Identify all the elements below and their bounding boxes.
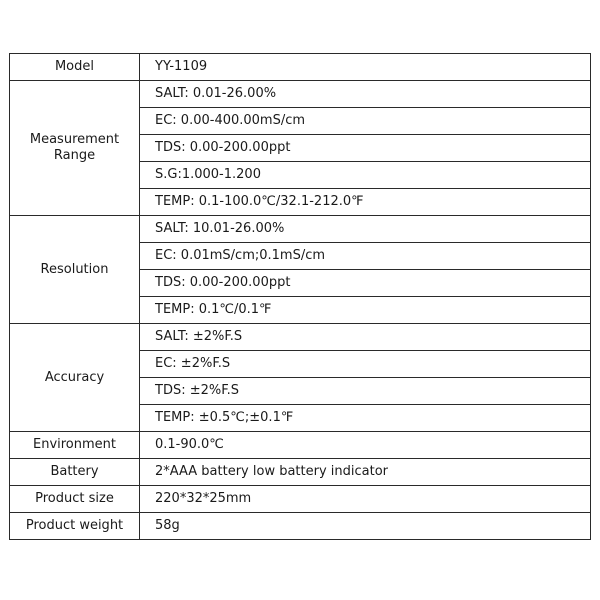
- resolution-salt: SALT: 10.01-26.00%: [140, 216, 591, 243]
- table-row: [10, 216, 591, 243]
- product-weight-value: 58g: [140, 513, 591, 540]
- table-row: [10, 81, 591, 108]
- table-row: [10, 432, 591, 459]
- accuracy-tds: TDS: ±2%F.S: [140, 378, 591, 405]
- environment-value: 0.1-90.0℃: [140, 432, 591, 459]
- product-size-label: Product size: [10, 486, 140, 513]
- product-size-value: 220*32*25mm: [140, 486, 591, 513]
- spec-table: [9, 53, 591, 540]
- resolution-temp: TEMP: 0.1℃/0.1℉: [140, 297, 591, 324]
- accuracy-ec: EC: ±2%F.S: [140, 351, 591, 378]
- table-row: [10, 54, 591, 81]
- model-label: Model: [10, 54, 140, 81]
- measurement-range-sg: S.G:1.000-1.200: [140, 162, 591, 189]
- measurement-range-label: [10, 81, 140, 216]
- accuracy-salt: SALT: ±2%F.S: [140, 324, 591, 351]
- product-weight-label: Product weight: [10, 513, 140, 540]
- table-row: [10, 459, 591, 486]
- resolution-tds: TDS: 0.00-200.00ppt: [140, 270, 591, 297]
- environment-label: Environment: [10, 432, 140, 459]
- measurement-range-label-line1: Measurement: [29, 132, 120, 148]
- table-row: [10, 513, 591, 540]
- model-value: YY-1109: [140, 54, 591, 81]
- measurement-range-ec: EC: 0.00-400.00mS/cm: [140, 108, 591, 135]
- table-row: [10, 486, 591, 513]
- measurement-range-label-line2: Range: [53, 148, 96, 163]
- accuracy-temp: TEMP: ±0.5℃;±0.1℉: [140, 405, 591, 432]
- measurement-range-tds: TDS: 0.00-200.00ppt: [140, 135, 591, 162]
- battery-value: 2*AAA battery low battery indicator: [140, 459, 591, 486]
- resolution-label: Resolution: [10, 216, 140, 324]
- battery-label: Battery: [10, 459, 140, 486]
- resolution-ec: EC: 0.01mS/cm;0.1mS/cm: [140, 243, 591, 270]
- table-row: [10, 324, 591, 351]
- accuracy-label: Accuracy: [10, 324, 140, 432]
- measurement-range-salt: SALT: 0.01-26.00%: [140, 81, 591, 108]
- measurement-range-temp: TEMP: 0.1-100.0℃/32.1-212.0℉: [140, 189, 591, 216]
